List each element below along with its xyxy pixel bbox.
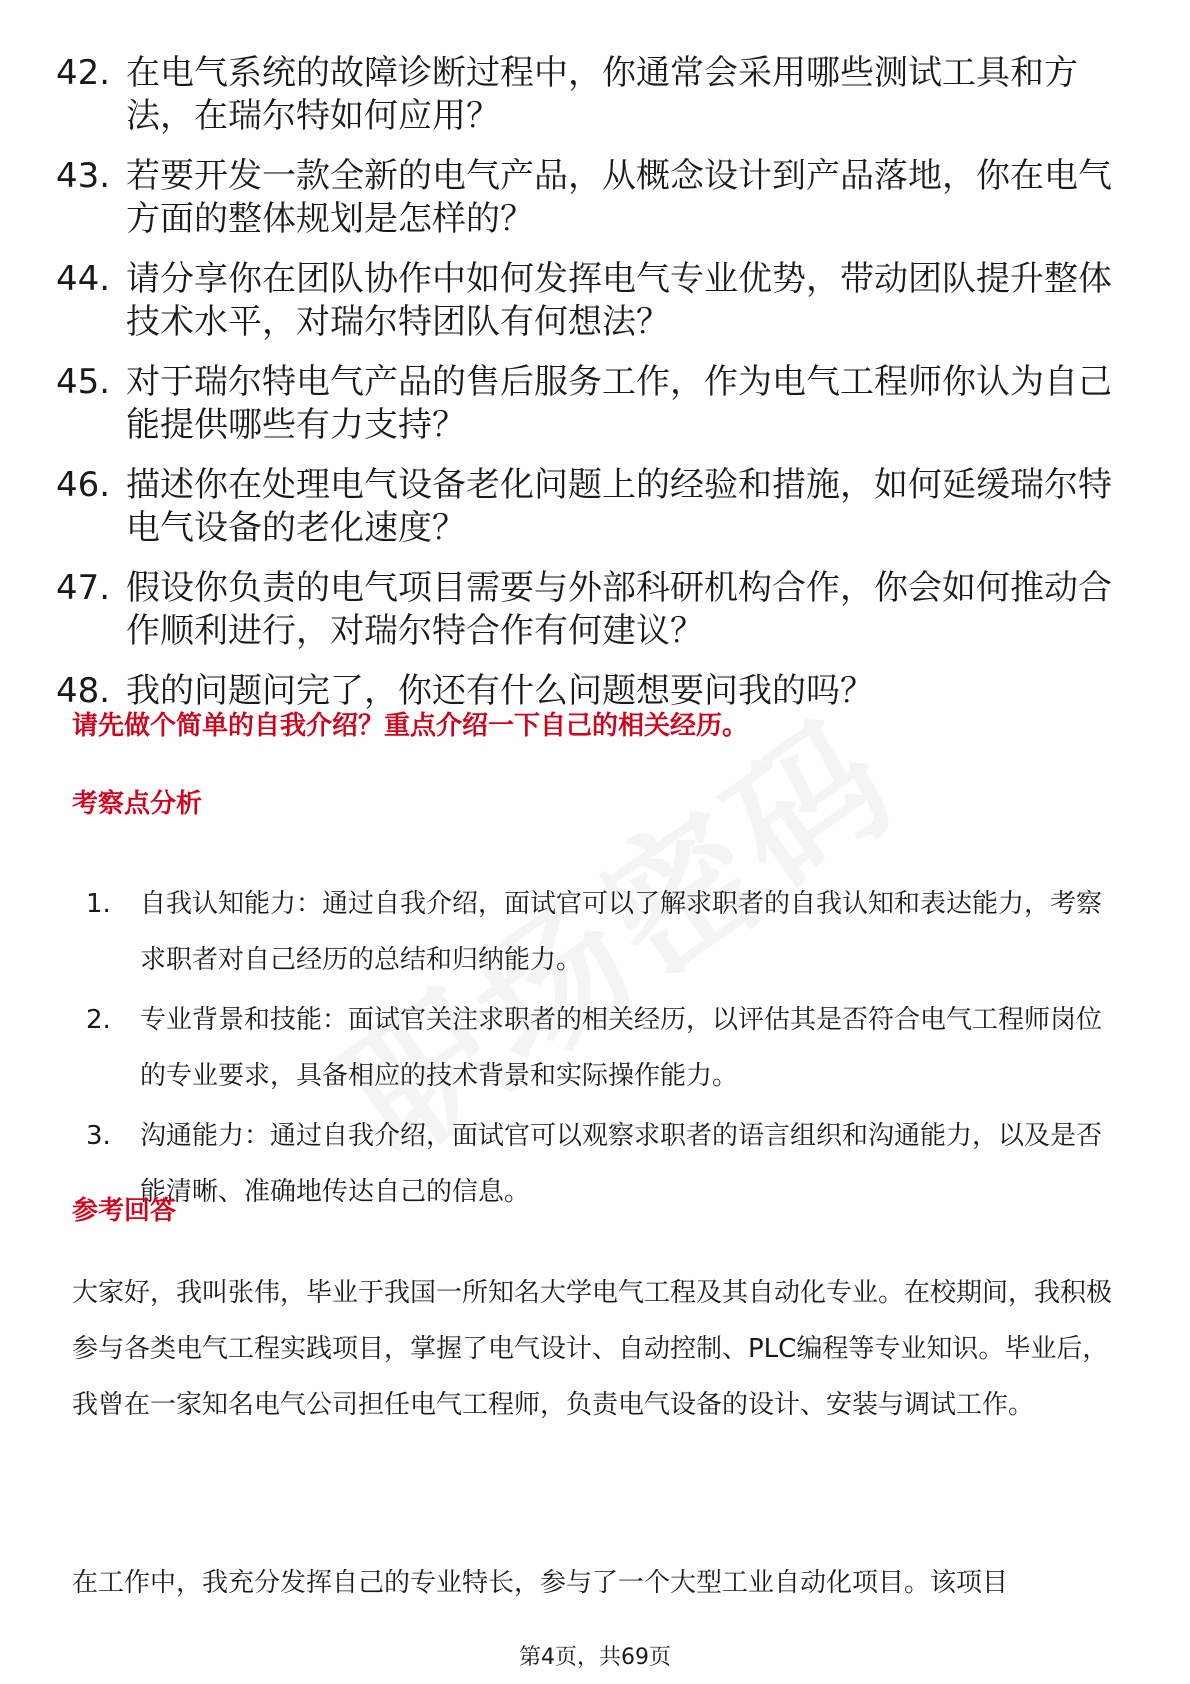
question-item — [56, 52, 1136, 138]
section-title: 请先做个简单的自我介绍？重点介绍一下自己的相关经历。 — [72, 711, 749, 741]
question-text: 我的问题问完了，你还有什么问题想要问我的吗？ — [126, 671, 874, 711]
question-text: 若要开发一款全新的电气产品，从概念设计到产品落地，你在电气方面的整体规划是怎样的？ — [126, 156, 1112, 239]
question-number: 46. — [56, 465, 111, 505]
question-item — [56, 258, 1136, 344]
question-number: 48. — [56, 671, 111, 711]
analysis-point — [72, 992, 1122, 1104]
reference-title: 参考回答 — [72, 1196, 177, 1226]
analysis-title: 考察点分析 — [72, 789, 203, 819]
question-number: 44. — [56, 259, 111, 299]
question-item — [56, 155, 1136, 241]
answer-paragraph: 大家好，我叫张伟，毕业于我国一所知名大学电气工程及其自动化专业。在校期间，我积极参与各类电气工程实践项目，掌握了电气设计、自动控制、PLC编程等专业知识。毕业后，我曾在一家知名电气公司担任电气工程师，负责电气设备的设计、安装与调试工作。 — [72, 1278, 1113, 1420]
point-number: 1. — [86, 889, 111, 919]
point-text: 专业背景和技能：面试官关注求职者的相关经历，以评估其是否符合电气工程师岗位的专业要求，具备相应的技术背景和实际操作能力。 — [140, 1005, 1103, 1091]
question-number: 45. — [56, 362, 111, 402]
point-text: 自我认知能力：通过自我介绍，面试官可以了解求职者的自我认知和表达能力，考察求职者对自己经历的总结和归纳能力。 — [140, 889, 1103, 975]
question-item — [56, 464, 1136, 550]
analysis-point — [72, 876, 1122, 988]
question-text: 描述你在处理电气设备老化问题上的经验和措施，如何延缓瑞尔特电气设备的老化速度？ — [126, 465, 1112, 548]
question-number: 42. — [56, 53, 111, 93]
page-footer: 第4页，共69页 — [519, 1645, 671, 1670]
question-text: 在电气系统的故障诊断过程中，你通常会采用哪些测试工具和方法，在瑞尔特如何应用？ — [126, 53, 1078, 136]
question-number: 43. — [56, 156, 111, 196]
answer-paragraph: 在工作中，我充分发挥自己的专业特长，参与了一个大型工业自动化项目。该项目 — [72, 1568, 1009, 1598]
point-number: 2. — [86, 1005, 111, 1035]
question-text: 请分享你在团队协作中如何发挥电气专业优势，带动团队提升整体技术水平，对瑞尔特团队有何想法？ — [126, 259, 1112, 342]
analysis-point — [72, 1108, 1122, 1220]
question-item — [56, 361, 1136, 447]
question-text: 对于瑞尔特电气产品的售后服务工作，作为电气工程师你认为自己能提供哪些有力支持？ — [126, 362, 1112, 445]
question-list — [56, 52, 1136, 730]
question-number: 47. — [56, 568, 111, 608]
point-text: 沟通能力：通过自我介绍，面试官可以观察求职者的语言组织和沟通能力，以及是否能清晰、准确地传达自己的信息。 — [140, 1121, 1103, 1207]
point-number: 3. — [86, 1121, 111, 1151]
question-item — [56, 567, 1136, 653]
question-text: 假设你负责的电气项目需要与外部科研机构合作，你会如何推动合作顺利进行，对瑞尔特合作有何建议？ — [126, 568, 1112, 651]
analysis-points — [72, 876, 1122, 1224]
